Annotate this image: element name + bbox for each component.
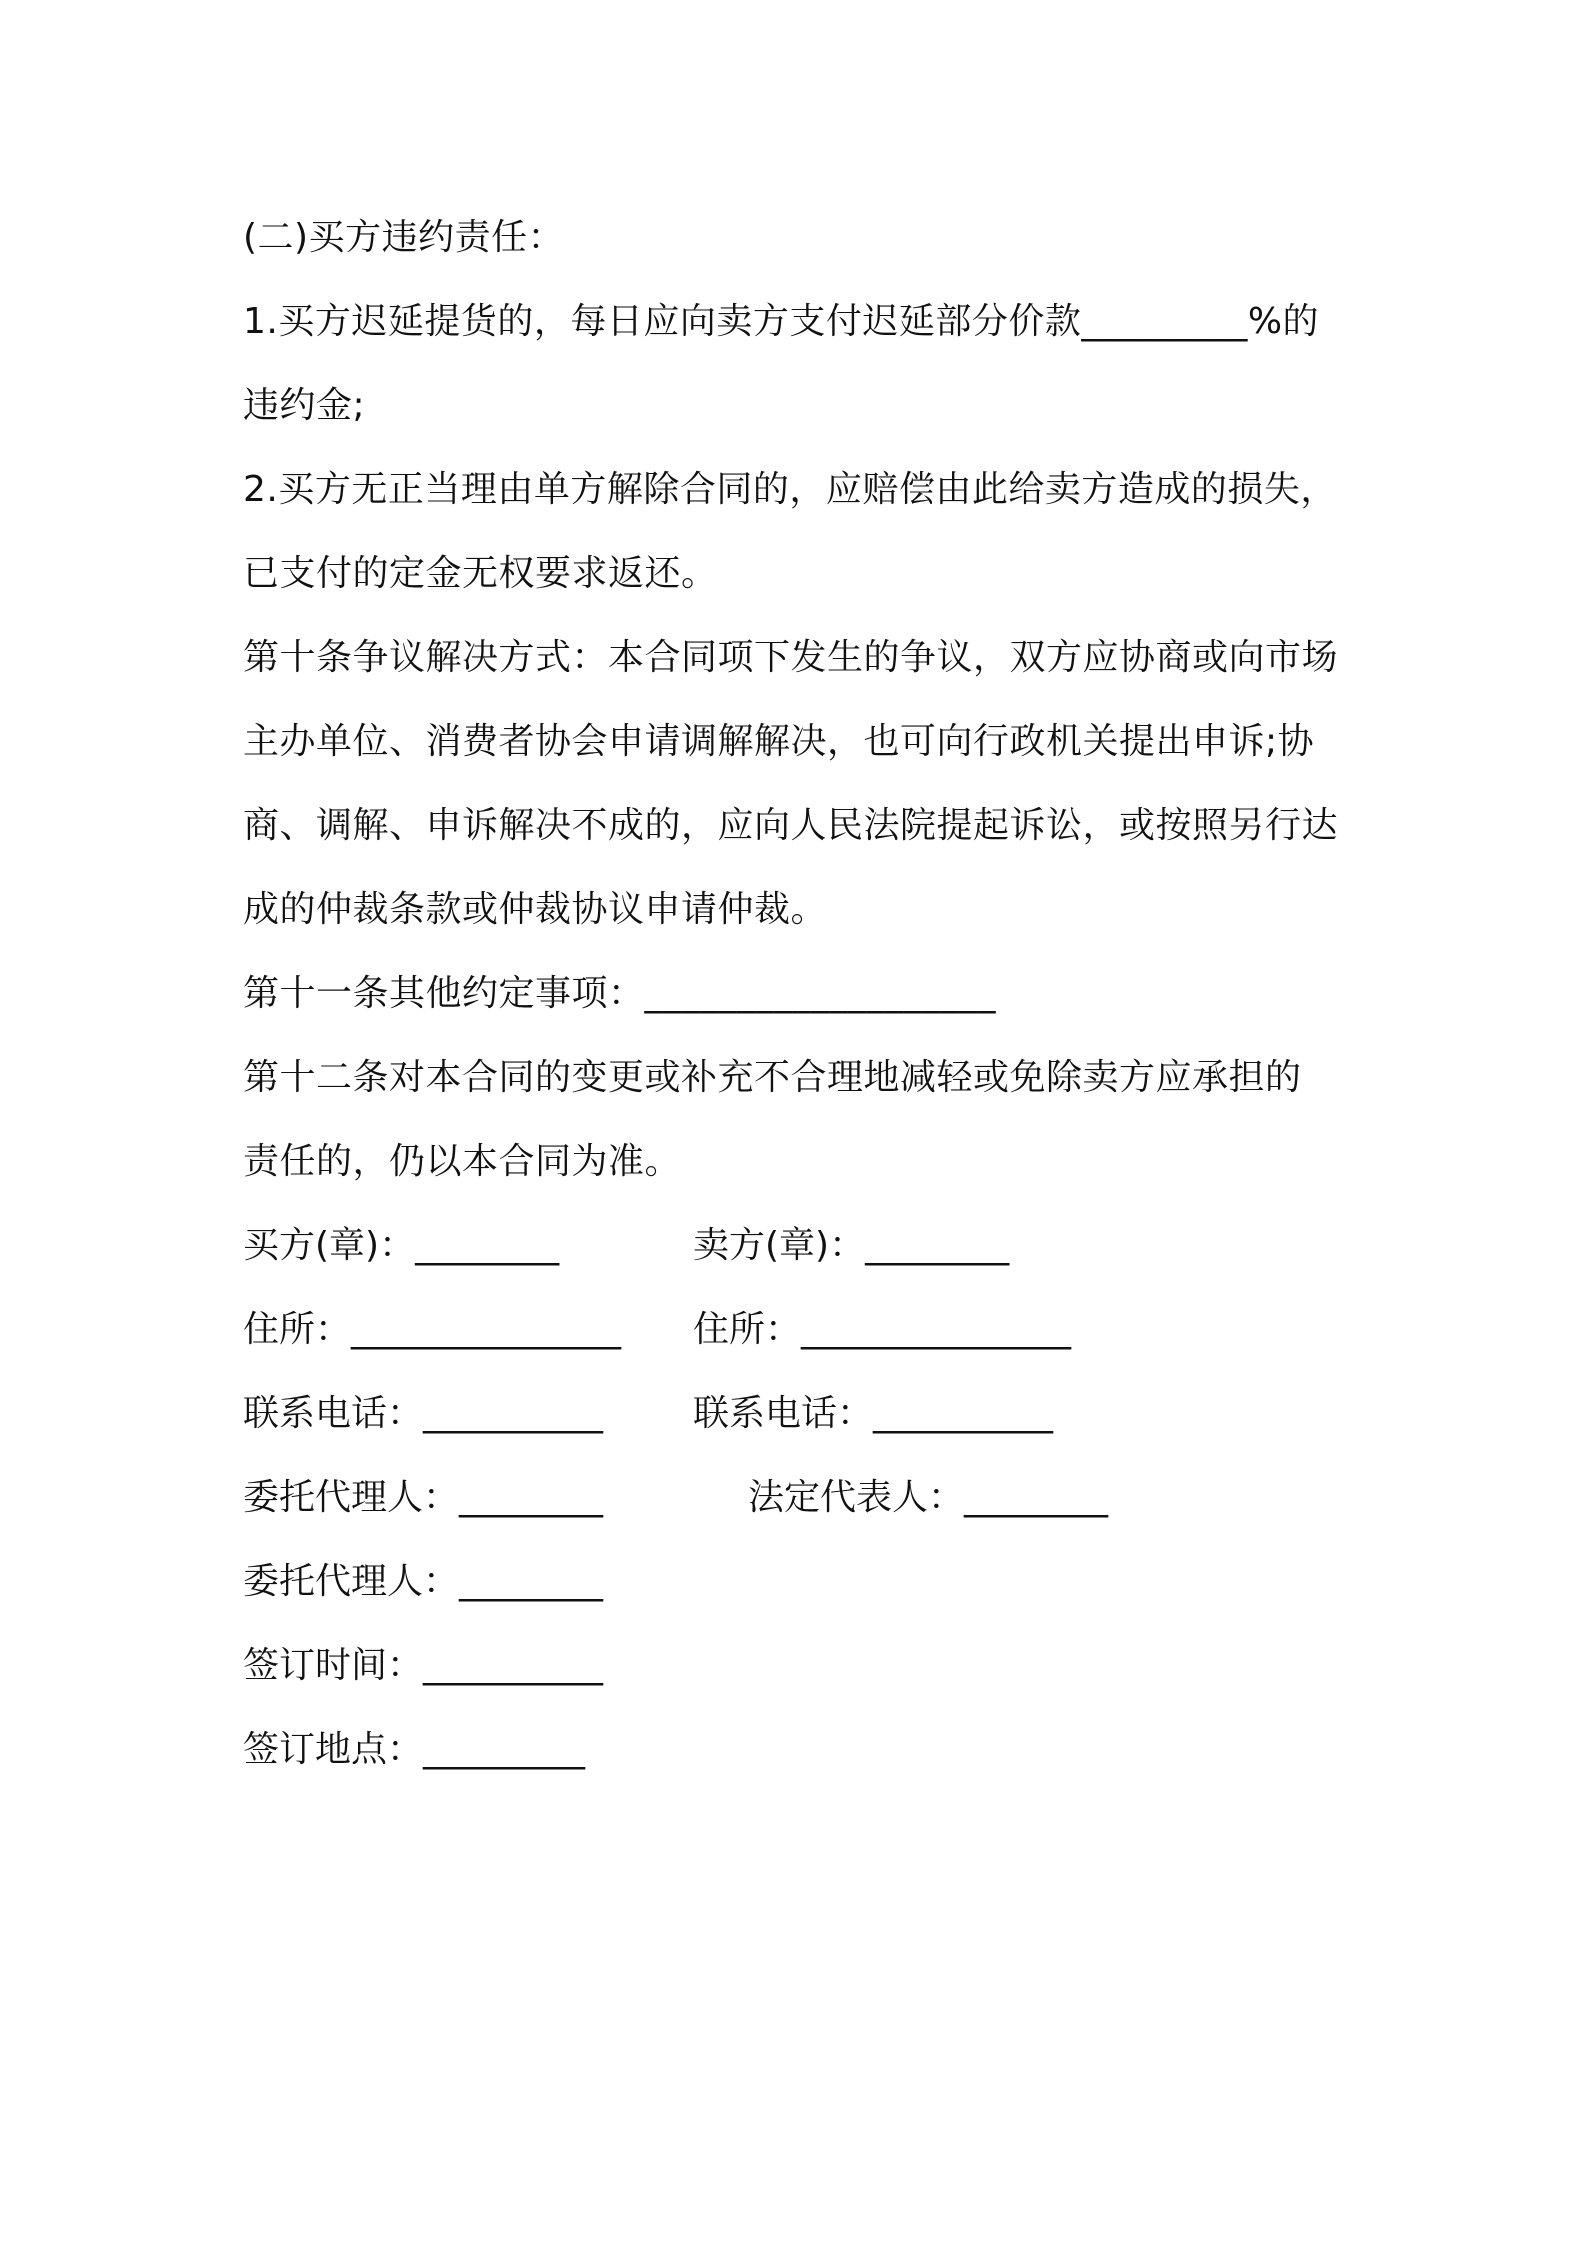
sign-place-field: 签订地点：_________ xyxy=(243,1729,586,1770)
buyer-seal-field: 买方(章)：________ xyxy=(243,1225,560,1266)
seller-legal-rep-field: 法定代表人：________ xyxy=(748,1477,1109,1518)
seller-agent-field: 委托代理人：________ xyxy=(243,1561,604,1602)
article-12-line: 责任的，仍以本合同为准。 xyxy=(243,1141,682,1182)
buyer-agent-field: 委托代理人：________ xyxy=(243,1477,604,1518)
article-10-line: 主办单位、消费者协会申请调解解决，也可向行政机关提出申诉;协 xyxy=(243,721,1315,762)
signature-row-phone xyxy=(243,1372,1363,1456)
sign-time-field: 签订时间：__________ xyxy=(243,1645,604,1686)
clause-line: 已支付的定金无权要求返还。 xyxy=(243,553,718,594)
signature-row-time xyxy=(243,1624,1363,1708)
seller-phone-field: 联系电话：__________ xyxy=(693,1393,1054,1434)
signature-row-representative xyxy=(243,1456,1363,1540)
clause-line: 1.买方迟延提货的，每日应向卖方支付迟延部分价款_________%的 xyxy=(243,301,1320,342)
article-10-line: 成的仲裁条款或仲裁协议申请仲裁。 xyxy=(243,889,828,930)
article-11-line: 第十一条其他约定事项：___________________ xyxy=(243,973,997,1014)
signature-row-place xyxy=(243,1708,1363,1792)
signature-row-agent xyxy=(243,1540,1363,1624)
article-12-line: 第十二条对本合同的变更或补充不合理地减轻或免除卖方应承担的 xyxy=(243,1057,1302,1098)
article-10-line: 第十条争议解决方式：本合同项下发生的争议，双方应协商或向市场 xyxy=(243,637,1339,678)
article-10-line: 商、调解、申诉解决不成的，应向人民法院提起诉讼，或按照另行达 xyxy=(243,805,1339,846)
seller-seal-field: 卖方(章)：________ xyxy=(693,1225,1010,1266)
seller-address-field: 住所：_______________ xyxy=(693,1309,1072,1350)
clause-line: 2.买方无正当理由单方解除合同的，应赔偿由此给卖方造成的损失， xyxy=(243,469,1337,510)
buyer-phone-field: 联系电话：__________ xyxy=(243,1393,604,1434)
buyer-address-field: 住所：_______________ xyxy=(243,1309,622,1350)
signature-row-address xyxy=(243,1288,1363,1372)
document-body xyxy=(243,196,1363,1792)
signature-row-seal xyxy=(243,1204,1363,1288)
clause-line: 违约金; xyxy=(243,385,366,426)
section-heading-buyer-liability: (二)买方违约责任： xyxy=(243,217,565,258)
